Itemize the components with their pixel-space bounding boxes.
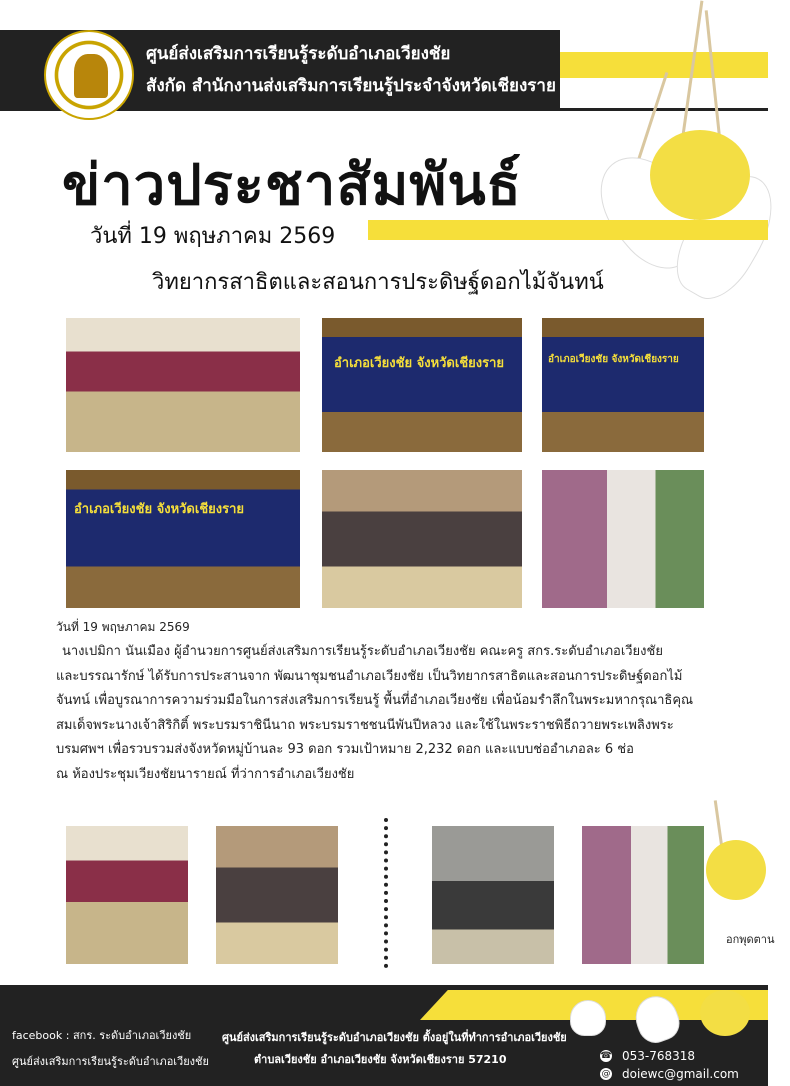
photo-sign-text: อำเภอเวียงชัย จังหวัดเชียงราย (74, 502, 245, 517)
page-title: ข่าวประชาสัมพันธ์ (62, 153, 522, 218)
body-date: วันที่ 19 พฤษภาคม 2569 (56, 620, 190, 634)
body-line: บรมศพฯ เพื่อรวบรวมส่งจังหวัดหมู่บ้านละ 93 ดอก รวมเป้าหมาย 2,232 ดอก และแบบช่ออำเภอละ 6 ช่อ (56, 742, 634, 757)
photo-meeting-room (64, 316, 302, 454)
photo-flower-making (320, 468, 524, 610)
logo-crest-icon (74, 54, 108, 98)
dotted-divider (384, 818, 388, 968)
flower-petal (570, 1000, 606, 1036)
flower-caption: อกพุดตาน (726, 933, 775, 946)
body-line: และบรรณารักษ์ ได้รับการประสานจาก พัฒนาชุมชนอำเภอเวียงชัย เป็นวิทยากรสาธิตและสอนการประดิษฐ์ดอกไม้ (56, 668, 683, 684)
footer-facebook-label: facebook : สกร. ระดับอำเภอเวียงชัย (12, 1029, 192, 1042)
photo-staff-seated (540, 468, 706, 610)
yellow-flower-icon (706, 840, 766, 900)
body-line: ณ ห้องประชุมเวียงชัยนารายณ์ ที่ว่าการอำเภอเวียงชัย (56, 766, 355, 782)
body-line: จันทน์ เพื่อบูรณาการความร่วมมือในการส่งเสริมการเรียนรู้ พื้นที่อำเภอเวียงชัย เพื่อน้อมรำลึกในพระมหากรุณาธิคุณ (56, 693, 694, 708)
body-line: นางเปมิกา นันเมือง ผู้อำนวยการศูนย์ส่งเสริมการเรียนรู้ระดับอำเภอเวียงชัย คณะครู สกร.ระดับอำเภอเวียงชัย (62, 644, 663, 659)
footer-phone: 053-768318 (622, 1049, 696, 1063)
news-subtitle: วิทยากรสาธิตและสอนการประดิษฐ์ดอกไม้จันทน์ (152, 270, 604, 295)
footer-email: doiewc@gmail.com (622, 1067, 739, 1081)
flower-stick (705, 10, 723, 150)
footer-facebook-name: ศูนย์ส่งเสริมการเรียนรู้ระดับอำเภอเวียงชัย (12, 1055, 209, 1068)
photo-director-desk (540, 316, 706, 454)
photo-teaching (580, 824, 706, 966)
email-icon: @ (601, 1069, 611, 1079)
date-line: วันที่ 19 พฤษภาคม 2569 (90, 224, 336, 249)
header-line1: ศูนย์ส่งเสริมการเรียนรู้ระดับอำเภอเวียงชัย (146, 44, 451, 64)
photo-sign-text: อำเภอเวียงชัย จังหวัดเชียงราย (334, 356, 505, 371)
footer-address-line2: ตำบลเวียงชัย อำเภอเวียงชัย จังหวัดเชียงราย 57210 (254, 1053, 507, 1066)
footer-address-line1: ศูนย์ส่งเสริมการเรียนรู้ระดับอำเภอเวียงชัย ตั้งอยู่ในที่ทำการอำเภอเวียงชัย (222, 1031, 567, 1044)
date-yellow-bar (368, 220, 768, 240)
yellow-flower-icon (650, 130, 750, 220)
photo-officials-seated (64, 468, 302, 610)
body-paragraph (56, 640, 736, 787)
photo-group-standing (320, 316, 524, 454)
yellow-flower-icon (700, 990, 750, 1036)
logo-emblem (44, 30, 134, 120)
photo-sign-text: อำเภอเวียงชัย จังหวัดเชียงราย (548, 354, 679, 365)
photo-participants (64, 824, 190, 966)
photo-craft-table (214, 824, 340, 966)
body-line: สมเด็จพระนางเจ้าสิริกิติ์ พระบรมราชินีนาถ พระบรมราชชนนีพันปีหลวง และใช้ในพระราชพิธีถวายพระเพลิงพระ (56, 717, 674, 733)
phone-icon: ☎ (600, 1051, 612, 1061)
photo-presentation (430, 824, 556, 966)
header-line2: สังกัด สำนักงานส่งเสริมการเรียนรู้ประจำจังหวัดเชียงราย (146, 76, 556, 96)
